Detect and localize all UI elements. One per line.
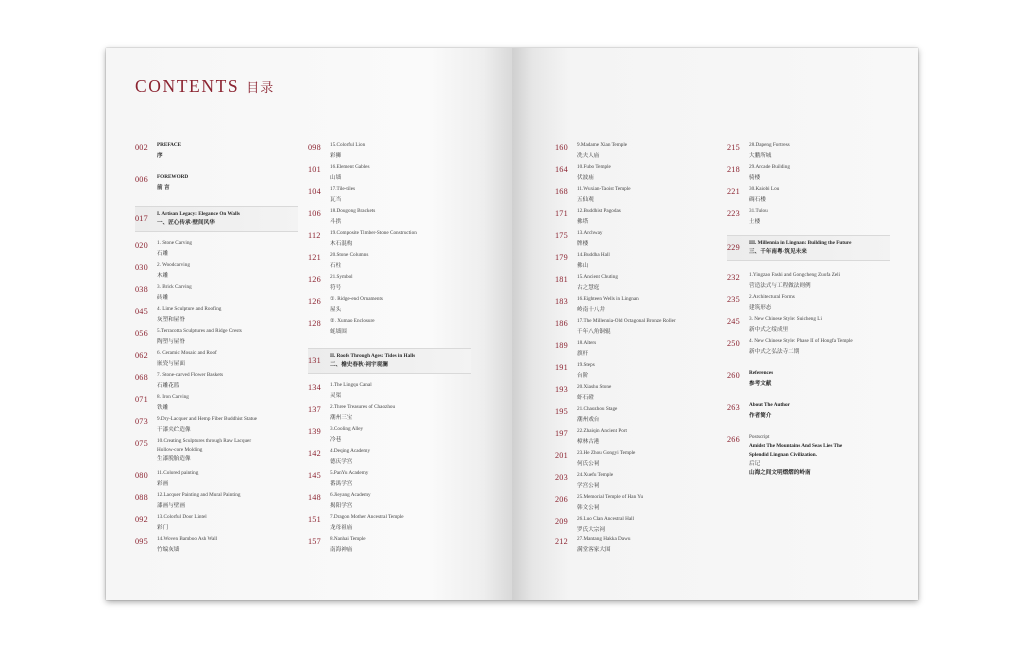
- page-number: 191: [555, 363, 568, 372]
- entry-title-zh: 新中式之弘法寺二期: [749, 349, 800, 355]
- entry-title-zh: 台阶: [577, 373, 589, 379]
- page-number: 209: [555, 517, 568, 526]
- toc-entry[interactable]: [135, 142, 305, 162]
- entry-title-zh: 新中式之绥成里: [749, 327, 789, 333]
- page-number: 148: [308, 493, 321, 502]
- entry-title-en: 17.The Millennia-Old Octagonal Bronze Roller: [577, 318, 676, 324]
- toc-entry[interactable]: [555, 186, 725, 206]
- page-number: 218: [727, 165, 740, 174]
- entry-title-en: 3. Brick Carving: [157, 284, 192, 290]
- entry-title-en: 1.Yingzao Fashi and Gongcheng Zuofa Zeli: [749, 272, 841, 278]
- entry-title-en: 23.He Zhou Gongyi Temple: [577, 450, 636, 456]
- entry-title-zh: 屋头: [330, 307, 342, 313]
- toc-entry[interactable]: [727, 402, 897, 422]
- entry-title-en: 15.Colorful Lion: [330, 142, 366, 148]
- page-number: 020: [135, 241, 148, 250]
- page-number: 260: [727, 371, 740, 380]
- page-number: 212: [555, 537, 568, 546]
- page-number: 181: [555, 275, 568, 284]
- page-number: 121: [308, 253, 321, 262]
- entry-title-en: 2.Architectural Forms: [749, 294, 795, 300]
- entry-title-en: 9.Dry-Lacquer and Hemp Fiber Buddhist Statue: [157, 416, 257, 422]
- entry-title-zh: 干漆夹纻造像: [157, 427, 191, 433]
- toc-entry[interactable]: [135, 174, 305, 194]
- toc-entry[interactable]: [555, 384, 725, 404]
- section-heading[interactable]: [308, 348, 471, 374]
- toc-entry[interactable]: [308, 470, 478, 490]
- page-number: 195: [555, 407, 568, 416]
- entry-title-en: 18.Alters: [577, 340, 597, 346]
- toc-entry[interactable]: [727, 338, 897, 358]
- entry-title-en: 10.Fubo Temple: [577, 164, 611, 170]
- entry-title-zh: 木石混构: [330, 241, 353, 247]
- entry-title-en: 17.Tile-tiles: [330, 186, 356, 192]
- entry-title-zh: 蚝墙围: [330, 329, 347, 335]
- title-zh: 目录: [246, 80, 275, 95]
- entry-title-en: 14.Buddha Hall: [577, 252, 610, 258]
- toc-entry[interactable]: [555, 318, 725, 338]
- toc-entry[interactable]: [555, 472, 725, 492]
- page-number: 080: [135, 471, 148, 480]
- entry-title-zh: 陶塑与屋脊: [157, 339, 185, 345]
- page-number: 250: [727, 339, 740, 348]
- entry-title-zh: 灵渠: [330, 393, 342, 399]
- page-number: 245: [727, 317, 740, 326]
- toc-entry[interactable]: [308, 492, 478, 512]
- entry-title-en: 27.Mantang Hakka Dawu: [577, 536, 631, 542]
- toc-entry[interactable]: [308, 382, 478, 402]
- entry-title-zh: 古之慧庭: [577, 285, 600, 291]
- toc-entry[interactable]: [727, 370, 897, 390]
- entry-title-en: 16.Element Gables: [330, 164, 370, 170]
- entry-title-zh: 彩画: [157, 481, 169, 487]
- toc-entry[interactable]: [308, 514, 478, 534]
- entry-title-en: 6.Jieyang Academy: [330, 492, 371, 498]
- entry-title-en: 13.Archway: [577, 230, 603, 236]
- entry-title-en: 18.Dougong Brackets: [330, 208, 376, 214]
- entry-title-zh: 佛山: [577, 263, 589, 269]
- section-heading[interactable]: [727, 235, 890, 261]
- page-number: 112: [308, 231, 321, 240]
- entry-title-zh: 石柱: [330, 263, 342, 269]
- entry-title-zh: 龙母祖庙: [330, 525, 353, 531]
- page-number: 030: [135, 263, 148, 272]
- page-number: 002: [135, 143, 148, 152]
- entry-title-en: 30.Kaiobi Lou: [749, 186, 780, 192]
- entry-title-en: ①. Ridge-end Ornaments: [330, 296, 383, 302]
- entry-title-en: I. Artisan Legacy: Elegance On Walls: [157, 211, 240, 217]
- entry-title-zh: 参考文献: [749, 381, 772, 387]
- open-book: [106, 48, 918, 600]
- entry-title-zh: 岭南十八井: [577, 307, 605, 313]
- page-number: 092: [135, 515, 148, 524]
- page-number: 263: [727, 403, 740, 412]
- page-number: 045: [135, 307, 148, 316]
- entry-title-en: 12.Buddhist Pagodas: [577, 208, 621, 214]
- page-number: 071: [135, 395, 148, 404]
- entry-title-en: 11.Colored painting: [157, 470, 199, 476]
- toc-entry[interactable]: [308, 230, 478, 250]
- page-number: 126: [308, 275, 321, 284]
- entry-title-zh: 韩文公祠: [577, 505, 600, 511]
- entry-title-zh: 佛塔: [577, 219, 589, 225]
- page-number: 157: [308, 537, 321, 546]
- toc-entry[interactable]: [308, 448, 478, 468]
- entry-title-zh: 番禺学宫: [330, 481, 353, 487]
- entry-title-en: 5.Terracotta Sculptures and Ridge Crests: [157, 328, 242, 334]
- toc-entry[interactable]: [555, 340, 725, 360]
- page-number: 221: [727, 187, 740, 196]
- entry-title-zh: 石雕花篮: [157, 383, 180, 389]
- page-number: 179: [555, 253, 568, 262]
- entry-title-en: 4.Deqing Academy: [330, 448, 371, 454]
- entry-title-zh: 灰塑和屋脊: [157, 317, 185, 323]
- entry-title-zh: 序: [157, 153, 163, 159]
- entry-title-zh: 冼夫人庙: [577, 153, 600, 159]
- toc-entry[interactable]: [727, 272, 897, 292]
- entry-title-en: 31.Tulou: [749, 208, 768, 214]
- page-number: 193: [555, 385, 568, 394]
- page-number: 075: [135, 439, 148, 448]
- toc-entry[interactable]: [135, 350, 305, 370]
- entry-title-en: 3. New Chinese Style: Suicheng Li: [749, 316, 822, 322]
- toc-entry[interactable]: [555, 274, 725, 294]
- entry-title-en: 10.Creating Sculptures through Raw Lacquer: [157, 438, 252, 444]
- toc-entry[interactable]: [555, 406, 725, 426]
- toc-entry[interactable]: [308, 536, 478, 556]
- page-number: 203: [555, 473, 568, 482]
- page-number: 139: [308, 427, 321, 436]
- entry-title-en: 25.Memorial Temple of Han Yu: [577, 494, 644, 500]
- entry-title-en: 9.Madame Xian Temple: [577, 142, 628, 148]
- entry-title-en: 3.Cooling Alley: [330, 426, 364, 432]
- entry-title-en: 2. Woodcarving: [157, 262, 190, 268]
- entry-title-en: 4. New Chinese Style: Phase II of Hongfa Temple: [749, 338, 853, 344]
- entry-title-en: 24.Xuefu Temple: [577, 472, 614, 478]
- entry-title-zh: 德庆学宫: [330, 459, 353, 465]
- page-number: 104: [308, 187, 321, 196]
- toc-entry[interactable]: [727, 294, 897, 314]
- page-number: 145: [308, 471, 321, 480]
- toc-entry[interactable]: [308, 296, 478, 316]
- entry-title-en: 22.Zhaiqin Ancient Port: [577, 428, 627, 434]
- toc-entry[interactable]: [727, 434, 897, 476]
- entry-title-zh: 樟林古港: [577, 439, 600, 445]
- entry-title-zh: 二、檐史春秋·祠宇观澜: [330, 362, 388, 368]
- page-number: 006: [135, 175, 148, 184]
- page-number: 151: [308, 515, 321, 524]
- entry-title-en: 19.Composite Timber-Stone Construction: [330, 230, 417, 236]
- entry-title-zh: 大鹏所城: [749, 153, 772, 159]
- entry-title-en: 5.PanYu Academy: [330, 470, 369, 476]
- toc-entry[interactable]: [308, 252, 478, 272]
- entry-title-en: 11.Wuxian-Taoist Temple: [577, 186, 631, 192]
- entry-title-en: FOREWORD: [157, 174, 189, 180]
- entry-title-zh: 木雕: [157, 273, 169, 279]
- toc-entry[interactable]: [308, 186, 478, 206]
- entry-title-zh: 虾石磴: [577, 395, 594, 401]
- toc-entry[interactable]: [555, 494, 725, 514]
- page-number: 088: [135, 493, 148, 502]
- toc-entry[interactable]: [727, 208, 897, 228]
- entry-title-zh: 潮州三宝: [330, 415, 353, 421]
- entry-subtitle-en: Amidst The Mountains And Seas Lies The: [749, 443, 843, 449]
- entry-title-zh: 罗氏大宗祠: [577, 527, 605, 533]
- toc-entry[interactable]: [135, 514, 305, 534]
- page-number: 134: [308, 383, 321, 392]
- entry-title-zh: 铁雕: [157, 405, 169, 411]
- entry-title-zh: 石雕: [157, 251, 169, 257]
- left-page: [106, 48, 512, 600]
- entry-title-en: 1. Stone Carving: [157, 240, 193, 246]
- entry-title-en: References: [749, 370, 774, 376]
- entry-title-zh: 彩门: [157, 525, 169, 531]
- entry-title-zh: 满堂客家大围: [577, 547, 611, 553]
- toc-entry[interactable]: [135, 438, 305, 462]
- page-number: 189: [555, 341, 568, 350]
- entry-title-zh: 建筑形态: [749, 305, 772, 311]
- page-number: 106: [308, 209, 321, 218]
- toc-entry[interactable]: [555, 164, 725, 184]
- toc-entry[interactable]: [555, 450, 725, 470]
- toc-entry[interactable]: [555, 142, 725, 162]
- entry-title-en: 12.Lacquer Painting and Mural Painting: [157, 492, 241, 498]
- entry-title-en: 8. Iron Carving: [157, 394, 189, 400]
- entry-title-en: 26.Luo Clan Ancestral Hall: [577, 516, 635, 522]
- entry-title-zh: 五仙观: [577, 197, 594, 203]
- page-number: 142: [308, 449, 321, 458]
- entry-title-zh: 旗杆: [577, 351, 589, 357]
- page-number: 229: [727, 243, 740, 252]
- page-number: 056: [135, 329, 148, 338]
- entry-title-zh: 生漆脱胎造像: [157, 456, 191, 462]
- entry-title-en: 19.Steps: [577, 362, 595, 368]
- entry-title-zh: 后记: [749, 461, 761, 467]
- page-number: 168: [555, 187, 568, 196]
- entry-title-zh: 营造法式与工程做法则例: [749, 283, 811, 289]
- page-number: 206: [555, 495, 568, 504]
- entry-title-en: 4. Lime Sculpture and Roofing: [157, 306, 222, 312]
- toc-entry[interactable]: [135, 416, 305, 436]
- page-number: 038: [135, 285, 148, 294]
- entry-title-en: 29.Arcade Building: [749, 164, 790, 170]
- toc-entry[interactable]: [555, 252, 725, 272]
- entry-subtitle-zh: 山海之间文明熠熠的岭南: [749, 470, 811, 476]
- entry-title-zh: 潮州戏台: [577, 417, 600, 423]
- entry-title-en: 20.Stone Columns: [330, 252, 369, 258]
- toc-entry[interactable]: [135, 284, 305, 304]
- entry-title-en: PREFACE: [157, 142, 182, 148]
- toc-entry[interactable]: [135, 306, 305, 326]
- entry-title-en: II. Roofs Through Ages: Tides in Halls: [330, 353, 416, 359]
- toc-entry[interactable]: [308, 208, 478, 228]
- entry-title-zh: 何氏公祠: [577, 461, 600, 467]
- title-en: CONTENTS: [135, 76, 240, 96]
- entry-title-en: Postscript: [749, 434, 770, 440]
- page-number: 183: [555, 297, 568, 306]
- entry-title-en: 16.Eighteen Wells in Lingnan: [577, 296, 639, 302]
- entry-title-en: 7. Stone-carved Flower Baskets: [157, 372, 223, 378]
- entry-title-zh: 彩狮: [330, 153, 342, 159]
- toc-entry[interactable]: [555, 428, 725, 448]
- page-number: 266: [727, 435, 740, 444]
- toc-entry[interactable]: [727, 316, 897, 336]
- entry-title-zh: 冷巷: [330, 437, 342, 443]
- entry-title-en: 14.Woven Bamboo Ash Wall: [157, 536, 218, 542]
- entry-title-en: III. Millennia in Lingnan: Building the Future: [749, 240, 852, 246]
- toc-entry[interactable]: [308, 274, 478, 294]
- entry-title-en: ②. Xumao Enclosure: [330, 318, 375, 324]
- page-number: 223: [727, 209, 740, 218]
- entry-title-en: 15.Ancient Chuting: [577, 274, 618, 280]
- toc-entry[interactable]: [727, 164, 897, 184]
- entry-title-zh: 揭阳学宫: [330, 503, 353, 509]
- toc-entry[interactable]: [555, 296, 725, 316]
- entry-title-zh: 千年八角铜辊: [577, 329, 611, 335]
- entry-title-en: 6. Ceramic Mosaic and Roof: [157, 350, 217, 356]
- page-number: 126: [308, 297, 321, 306]
- entry-title-en-cont: Hollow-core Molding: [157, 447, 203, 453]
- entry-title-en: 13.Colorful Door Lintel: [157, 514, 207, 520]
- entry-title-zh: 瓦当: [330, 197, 342, 203]
- page-number: 197: [555, 429, 568, 438]
- page-number: 131: [308, 356, 321, 365]
- page-number: 128: [308, 319, 321, 328]
- entry-title-zh: 竹编灰墙: [157, 547, 180, 553]
- entry-title-en: 21.Symbol: [330, 274, 353, 280]
- entry-title-en: 21.Chaozhou Stage: [577, 406, 618, 412]
- entry-title-en: 20.Xiashu Stone: [577, 384, 612, 390]
- entry-title-zh: 一、匠心传承·壁间风华: [157, 220, 215, 226]
- toc-entry[interactable]: [308, 404, 478, 424]
- entry-title-zh: 斗拱: [330, 219, 342, 225]
- page-number: 137: [308, 405, 321, 414]
- page-number: 073: [135, 417, 148, 426]
- toc-entry[interactable]: [308, 426, 478, 446]
- page-number: 215: [727, 143, 740, 152]
- toc-entry[interactable]: [135, 492, 305, 512]
- entry-title-zh: 符号: [330, 285, 342, 291]
- entry-title-zh: 碉石楼: [749, 197, 766, 203]
- entry-title-zh: 南海神庙: [330, 547, 353, 553]
- toc-entry[interactable]: [555, 362, 725, 382]
- toc-entry[interactable]: [135, 240, 305, 260]
- toc-entry[interactable]: [555, 536, 725, 556]
- entry-title-en: 8.Nanhai Temple: [330, 536, 366, 542]
- entry-title-zh: 漆画与壁画: [157, 503, 185, 509]
- entry-title-zh: 牌楼: [577, 241, 589, 247]
- page-number: 068: [135, 373, 148, 382]
- entry-title-en: 1.The Lingqu Canal: [330, 382, 372, 388]
- toc-entry[interactable]: [135, 470, 305, 490]
- entry-title-en: 28.Dapeng Fortress: [749, 142, 790, 148]
- page-number: 160: [555, 143, 568, 152]
- toc-entry[interactable]: [308, 164, 478, 184]
- right-page: [512, 48, 918, 600]
- toc-entry[interactable]: [308, 318, 478, 338]
- entry-title-zh: 伏波庙: [577, 175, 594, 181]
- toc-entry[interactable]: [135, 394, 305, 414]
- entry-title-zh: 嵌瓷与屋面: [157, 361, 185, 367]
- toc-entry[interactable]: [555, 230, 725, 250]
- toc-entry[interactable]: [308, 142, 478, 162]
- toc-entry[interactable]: [135, 262, 305, 282]
- section-heading[interactable]: [135, 206, 298, 232]
- toc-entry[interactable]: [135, 372, 305, 392]
- entry-title-zh: 土楼: [749, 219, 761, 225]
- page-number: 164: [555, 165, 568, 174]
- page-number: 098: [308, 143, 321, 152]
- entry-title-zh: 山墙: [330, 175, 342, 181]
- toc-entry[interactable]: [135, 536, 305, 556]
- entry-subtitle-en: Splendid Lingnan Civilization.: [749, 452, 817, 458]
- page-number: 171: [555, 209, 568, 218]
- page-number: 186: [555, 319, 568, 328]
- entry-title-zh: 学宫公祠: [577, 483, 600, 489]
- page-number: 062: [135, 351, 148, 360]
- page-number: 232: [727, 273, 740, 282]
- entry-title-zh: 砖雕: [157, 295, 169, 301]
- toc-entry[interactable]: [555, 516, 725, 536]
- entry-title-zh: 三、千年南粤·筑见未来: [749, 249, 807, 255]
- page-number: 175: [555, 231, 568, 240]
- page-number: 235: [727, 295, 740, 304]
- entry-title-en: 2.Three Treasures of Chaozhou: [330, 404, 396, 410]
- entry-title-zh: 骑楼: [749, 175, 761, 181]
- toc-entry[interactable]: [727, 142, 897, 162]
- page-number: 095: [135, 537, 148, 546]
- page-number: 017: [135, 214, 148, 223]
- toc-entry[interactable]: [135, 328, 305, 348]
- entry-title-zh: 作者简介: [749, 413, 772, 419]
- page-number: 201: [555, 451, 568, 460]
- entry-title-en: 7.Dragon Mother Ancestral Temple: [330, 514, 404, 520]
- page-number: 101: [308, 165, 321, 174]
- toc-entry[interactable]: [727, 186, 897, 206]
- entry-title-en: About The Author: [749, 402, 790, 408]
- toc-entry[interactable]: [555, 208, 725, 228]
- entry-title-zh: 前 言: [157, 185, 170, 191]
- page-title: [135, 76, 274, 97]
